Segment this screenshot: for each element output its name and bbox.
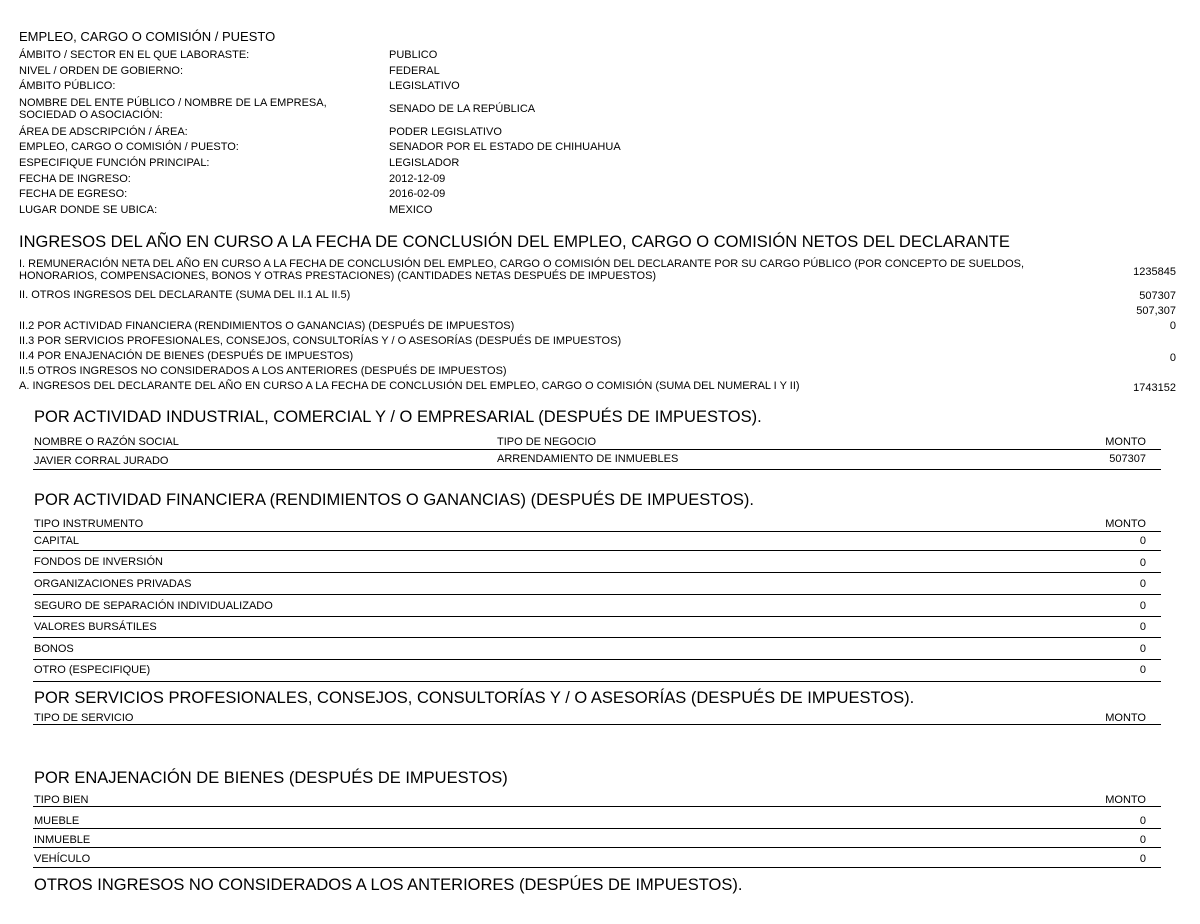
financial-row-amount: 0	[1139, 621, 1146, 633]
financial-row-label: SEGURO DE SEPARACIÓN INDIVIDUALIZADO	[34, 600, 273, 612]
assets-row-amount: 0	[1139, 834, 1146, 846]
divider	[33, 616, 1161, 617]
field-label: ÁMBITO / SECTOR EN EL QUE LABORASTE:	[19, 49, 250, 61]
field-value: 2016-02-09	[389, 188, 446, 200]
income-ii4-value: 0	[1169, 352, 1176, 364]
field-value: FEDERAL	[389, 65, 440, 77]
field-label-line1: NOMBRE DEL ENTE PÚBLICO / NOMBRE DE LA EMPRESA,	[19, 97, 327, 109]
field-value: SENADOR POR EL ESTADO DE CHIHUAHUA	[389, 141, 621, 153]
financial-header-instrument: TIPO INSTRUMENTO	[34, 518, 144, 530]
industrial-header-amount: MONTO	[1105, 436, 1146, 448]
divider	[33, 724, 1161, 725]
income-title: INGRESOS DEL AÑO EN CURSO A LA FECHA DE CONCLUSIÓN DEL EMPLEO, CARGO O COMISIÓN NETOS DEL DECLARANTE	[19, 233, 1010, 251]
industrial-title: POR ACTIVIDAD INDUSTRIAL, COMERCIAL Y / O EMPRESARIAL (DESPUÉS DE IMPUESTOS).	[34, 408, 762, 426]
financial-row-label: FONDOS DE INVERSIÓN	[34, 556, 163, 568]
divider	[33, 681, 1161, 682]
income-ii2-label: II.2 POR ACTIVIDAD FINANCIERA (RENDIMIENTOS O GANANCIAS) (DESPUÉS DE IMPUESTOS)	[19, 320, 515, 332]
field-value: LEGISLATIVO	[389, 80, 460, 92]
income-ii1-value: 507,307	[1136, 305, 1176, 317]
field-label: LUGAR DONDE SE UBICA:	[19, 204, 158, 216]
industrial-header-name: NOMBRE O RAZÓN SOCIAL	[34, 436, 179, 448]
financial-row-amount: 0	[1139, 535, 1146, 547]
income-i-label-line2: HONORARIOS, COMPENSACIONES, BONOS Y OTRAS PRESTACIONES) (CANTIDADES NETAS DESPUÉS DE IMPUESTOS)	[19, 270, 657, 282]
financial-row-amount: 0	[1139, 557, 1146, 569]
assets-row-amount: 0	[1139, 815, 1146, 827]
industrial-header-type: TIPO DE NEGOCIO	[497, 436, 597, 448]
income-ii5-label: II.5 OTROS INGRESOS NO CONSIDERADOS A LOS ANTERIORES (DESPUÉS DE IMPUESTOS)	[19, 365, 507, 377]
field-label: ESPECIFIQUE FUNCIÓN PRINCIPAL:	[19, 157, 210, 169]
income-ii3-label: II.3 POR SERVICIOS PROFESIONALES, CONSEJOS, CONSULTORÍAS Y / O ASESORÍAS (DESPUÉS DE IMPUESTOS)	[19, 335, 622, 347]
divider	[33, 550, 1161, 551]
field-label-line2: SOCIEDAD O ASOCIACIÓN:	[19, 109, 163, 121]
assets-title: POR ENAJENACIÓN DE BIENES (DESPUÉS DE IMPUESTOS)	[34, 769, 508, 787]
financial-row-amount: 0	[1139, 600, 1146, 612]
assets-header-type: TIPO BIEN	[34, 794, 89, 806]
divider	[33, 449, 1161, 450]
field-value: PODER LEGISLATIVO	[389, 126, 502, 138]
income-i-value: 1235845	[1133, 266, 1176, 278]
field-label: NIVEL / ORDEN DE GOBIERNO:	[19, 65, 184, 77]
divider	[33, 847, 1161, 848]
field-value: 2012-12-09	[389, 173, 446, 185]
financial-row-amount: 0	[1139, 578, 1146, 590]
field-value: SENADO DE LA REPÚBLICA	[389, 103, 536, 115]
divider	[33, 594, 1161, 595]
assets-row-label: INMUEBLE	[34, 834, 91, 846]
financial-row-label: ORGANIZACIONES PRIVADAS	[34, 578, 192, 590]
services-header-amount: MONTO	[1105, 712, 1146, 724]
other-title: OTROS INGRESOS NO CONSIDERADOS A LOS ANTERIORES (DESPÚES DE IMPUESTOS).	[34, 876, 743, 894]
financial-row-amount: 0	[1139, 643, 1146, 655]
assets-row-label: VEHÍCULO	[34, 853, 91, 865]
income-a-label: A. INGRESOS DEL DECLARANTE DEL AÑO EN CURSO A LA FECHA DE CONCLUSIÓN DEL EMPLEO, CARGO O COMISIÓN (SUMA DEL NUMERAL I Y II)	[19, 380, 800, 392]
field-value: LEGISLADOR	[389, 157, 460, 169]
financial-row-amount: 0	[1139, 664, 1146, 676]
employment-title: EMPLEO, CARGO O COMISIÓN / PUESTO	[19, 29, 276, 44]
field-label: ÁREA DE ADSCRIPCIÓN / ÁREA:	[19, 126, 188, 138]
services-title: POR SERVICIOS PROFESIONALES, CONSEJOS, CONSULTORÍAS Y / O ASESORÍAS (DESPUÉS DE IMPUESTOS).	[34, 689, 915, 707]
divider	[33, 659, 1161, 660]
income-ii2-value: 0	[1169, 320, 1176, 332]
divider	[33, 806, 1161, 807]
income-ii-value: 507307	[1139, 290, 1176, 302]
industrial-row-amount: 507307	[1109, 453, 1146, 465]
income-i-label-line1: I. REMUNERACIÓN NETA DEL AÑO EN CURSO A LA FECHA DE CONCLUSIÓN DEL EMPLEO, CARGO O COMISIÓN DEL DECLARANTE POR SU CARGO PÚBLICO (POR CONCEPTO DE SUELDOS,	[19, 258, 1025, 270]
income-ii-label: II. OTROS INGRESOS DEL DECLARANTE (SUMA DEL II.1 AL II.5)	[19, 289, 351, 301]
financial-row-label: OTRO (ESPECIFIQUE)	[34, 664, 151, 676]
industrial-row-type: ARRENDAMIENTO DE INMUEBLES	[497, 453, 679, 465]
financial-row-label: VALORES BURSÁTILES	[34, 621, 157, 633]
assets-row-amount: 0	[1139, 853, 1146, 865]
divider	[33, 469, 1161, 470]
income-ii4-label: II.4 POR ENAJENACIÓN DE BIENES (DESPUÉS DE IMPUESTOS)	[19, 350, 354, 362]
financial-title: POR ACTIVIDAD FINANCIERA (RENDIMIENTOS O GANANCIAS) (DESPUÉS DE IMPUESTOS).	[34, 491, 754, 509]
services-header-type: TIPO DE SERVICIO	[34, 712, 134, 724]
financial-row-label: CAPITAL	[34, 535, 80, 547]
field-label: FECHA DE EGRESO:	[19, 188, 128, 200]
financial-row-label: BONOS	[34, 643, 74, 655]
industrial-row-name: JAVIER CORRAL JURADO	[34, 455, 169, 467]
assets-header-amount: MONTO	[1105, 794, 1146, 806]
field-label: FECHA DE INGRESO:	[19, 173, 131, 185]
divider	[33, 637, 1161, 638]
field-label: EMPLEO, CARGO O COMISIÓN / PUESTO:	[19, 141, 239, 153]
divider	[33, 867, 1161, 868]
divider	[33, 531, 1161, 532]
divider	[33, 572, 1161, 573]
field-label: ÁMBITO PÚBLICO:	[19, 80, 116, 92]
assets-row-label: MUEBLE	[34, 815, 80, 827]
field-value: PUBLICO	[389, 49, 438, 61]
divider	[33, 828, 1161, 829]
income-a-value: 1743152	[1133, 382, 1176, 394]
financial-header-amount: MONTO	[1105, 518, 1146, 530]
field-value: MEXICO	[389, 204, 433, 216]
